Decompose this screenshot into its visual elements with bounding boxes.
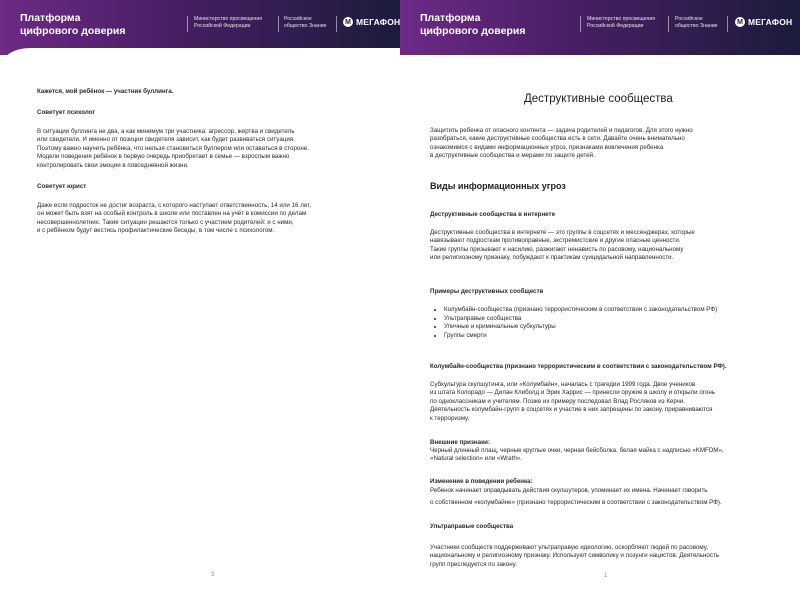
list-item: • Группы смерти — [444, 332, 800, 341]
society-label — [675, 16, 717, 30]
text-line: Даже если подросток не достиг возраста, с которого наступает ответственность, 14 или 16 лет, — [37, 202, 311, 209]
text-line: он может быть взят на особый контроль в школе или поставлен на учёт в комиссии по делам — [37, 210, 307, 218]
text-line: и с ребёнком будут вестись профилактические беседы, в том числе с психологом. — [37, 227, 275, 235]
text-line: из штата Колорадо — Дилан Клиболд и Эрик Харрис — принесли оружие в школу и открыли огонь — [430, 389, 715, 397]
text-line: Модели поведения ребёнок в первую очередь приобретает в семье — взрослым важно — [37, 153, 290, 161]
brand-line-1: Платформа — [420, 12, 481, 24]
text-line: В ситуации буллинга не два, а как минимум три участника: агрессор, жертва и свидетель — [37, 128, 295, 135]
page-number: 1 — [604, 573, 608, 579]
ultra-paragraph — [430, 544, 796, 569]
divider — [278, 16, 279, 32]
text-line: о собственном «колумбайне» (признано террористическим в соответствии с законодательством РФ). — [430, 499, 722, 507]
text-line: несовершеннолетних. Такие ситуации решаются только с участием родителей: и с ними, — [37, 218, 294, 226]
text-line: «Natural selection» или «Wrath». — [430, 455, 522, 463]
text-line: ознакомимся с видами информационных угроз, признаками вовлечения ребенка — [430, 143, 664, 151]
page-title: Деструктивные сообщества — [524, 93, 673, 105]
signs-heading: Внешние признаки: — [430, 439, 491, 446]
examples-heading: Примеры деструктивных сообществ — [430, 288, 544, 295]
megafon-logo — [735, 17, 792, 27]
text-line: Такие группы призывают к насилию, разжигают ненависть по расовому, национальному — [430, 245, 684, 253]
text-line: Ребенок начинает оправдывать действия скулшутеров, упоминает их имена. Начинает говорить — [430, 487, 708, 494]
brand-line-2: цифрового доверия — [420, 25, 526, 37]
society-label — [284, 16, 326, 30]
text-line: Деструктивные сообщества в интернете — это группы в соцсетях и мессенджерах, которые — [430, 229, 695, 236]
divider — [187, 16, 188, 32]
right-page — [400, 0, 800, 600]
ministry-label — [194, 16, 262, 30]
ministry-line-1: Министерство просвещения — [587, 16, 656, 22]
society-line-1: Российское — [675, 16, 703, 22]
text-line: навязывают подросткам противоправные, экстремистские и другие опасные ценности. — [430, 237, 681, 245]
text-line: к терроризму. — [430, 414, 470, 422]
text-line: контролировать свои эмоции в повседневной жизни. — [37, 161, 189, 169]
list-item: • Колумбайн-сообщества (признано террористическим в соответствии с законодательством РФ) — [444, 306, 800, 315]
page-curve — [0, 48, 400, 78]
signs-paragraph — [430, 447, 796, 464]
threats-heading: Виды информационных угроз — [430, 181, 566, 191]
text-line: национальному и религиозному признаку. Используют символику и лозунги нацистов. Деятельность — [430, 552, 720, 560]
ultra-heading: Ультраправые сообщества — [430, 523, 514, 530]
header-right — [400, 0, 800, 55]
intro-question: Кажется, мой ребёнок — участник буллинга. — [37, 88, 174, 95]
lawyer-advice — [37, 202, 392, 236]
text-line: Защитить ребенка от опасного контента — задача родителей и педагогов. Для этого нужно — [430, 127, 693, 134]
megafon-logo-icon: М — [735, 17, 745, 27]
page-number: 3 — [211, 572, 215, 578]
megafon-logo-text: МЕГАФОН — [356, 17, 400, 27]
header-left — [0, 0, 400, 55]
text-line: или свидетели. И именно от позиции свидетеля зависит, как будет развиваться ситуация. — [37, 136, 295, 144]
brand-line-2: цифрового доверия — [20, 25, 126, 37]
text-line: Участники сообществ поддерживают ультраправую идеологию, оскорбляют людей по расовому, — [430, 544, 708, 551]
brand-title — [420, 12, 525, 38]
divider — [336, 16, 337, 32]
text-line: по одноклассникам и учителям. Позже их примеру последовал Влад Росляков из Керчи. — [430, 397, 686, 405]
megafon-logo — [343, 17, 400, 27]
text-line: Субкультура скулшутинга, или «Колумбайн», началась с трагедии 1999 года. Двое учеников — [430, 381, 696, 388]
text-line: Поэтому важно научить ребёнка, что нельзя становиться буллером или оставаться в стороне. — [37, 144, 309, 152]
destructive-paragraph — [430, 229, 796, 263]
ministry-line-1: Министерство просвещения — [194, 16, 263, 22]
divider — [727, 16, 728, 32]
brand-line-1: Платформа — [20, 12, 81, 24]
columbine-heading: Колумбайн-сообщества (признано террористическим в соответствии с законодательством РФ). — [430, 363, 727, 370]
psychologist-advice — [37, 128, 392, 170]
examples-list — [434, 306, 800, 340]
text-line: Черный длинный плащ, черные круглые очки, черная бейсболка, белая майка с надписью «KMFDM», — [430, 447, 724, 454]
society-line-1: Российское — [284, 16, 312, 22]
text-line: групп преследуется по закону. — [430, 560, 517, 568]
society-line-2: общество Знание — [675, 23, 718, 29]
ministry-label — [587, 16, 655, 30]
megafon-logo-icon: М — [343, 17, 353, 27]
ministry-line-2: Российской Федерации — [194, 23, 251, 29]
behavior-paragraph — [430, 487, 796, 508]
megafon-logo-text: МЕГАФОН — [748, 17, 793, 27]
list-item: • Уличные и криминальные субкультуры — [444, 323, 800, 332]
list-item: • Ультраправые сообщества — [444, 315, 800, 324]
society-line-2: общество Знание — [284, 23, 327, 29]
behavior-heading: Изменение в поведении ребенка: — [430, 478, 533, 485]
text-line: в деструктивные сообщества и мерами по защите детей. — [430, 152, 595, 160]
divider — [580, 16, 581, 32]
destructive-heading: Деструктивные сообщества в интернете — [430, 211, 556, 218]
text-line: разобраться, какие деструктивные сообщества есть в сети. Давайте очень внимательно — [430, 135, 685, 143]
lawyer-heading: Советует юрист — [37, 183, 87, 190]
ministry-line-2: Российской Федерации — [587, 23, 644, 29]
brand-title — [20, 12, 125, 38]
intro-paragraph — [430, 127, 796, 161]
psychologist-heading: Советует психолог — [37, 109, 96, 116]
columbine-paragraph — [430, 381, 796, 423]
text-line: Деятельность колумбайн-групп в соцсетях и участие в них запрещены по закону, приравниваются — [430, 406, 713, 414]
divider — [668, 16, 669, 32]
text-line: или религиозному признаку, побуждают к практикам суицидальной направленности. — [430, 254, 674, 262]
